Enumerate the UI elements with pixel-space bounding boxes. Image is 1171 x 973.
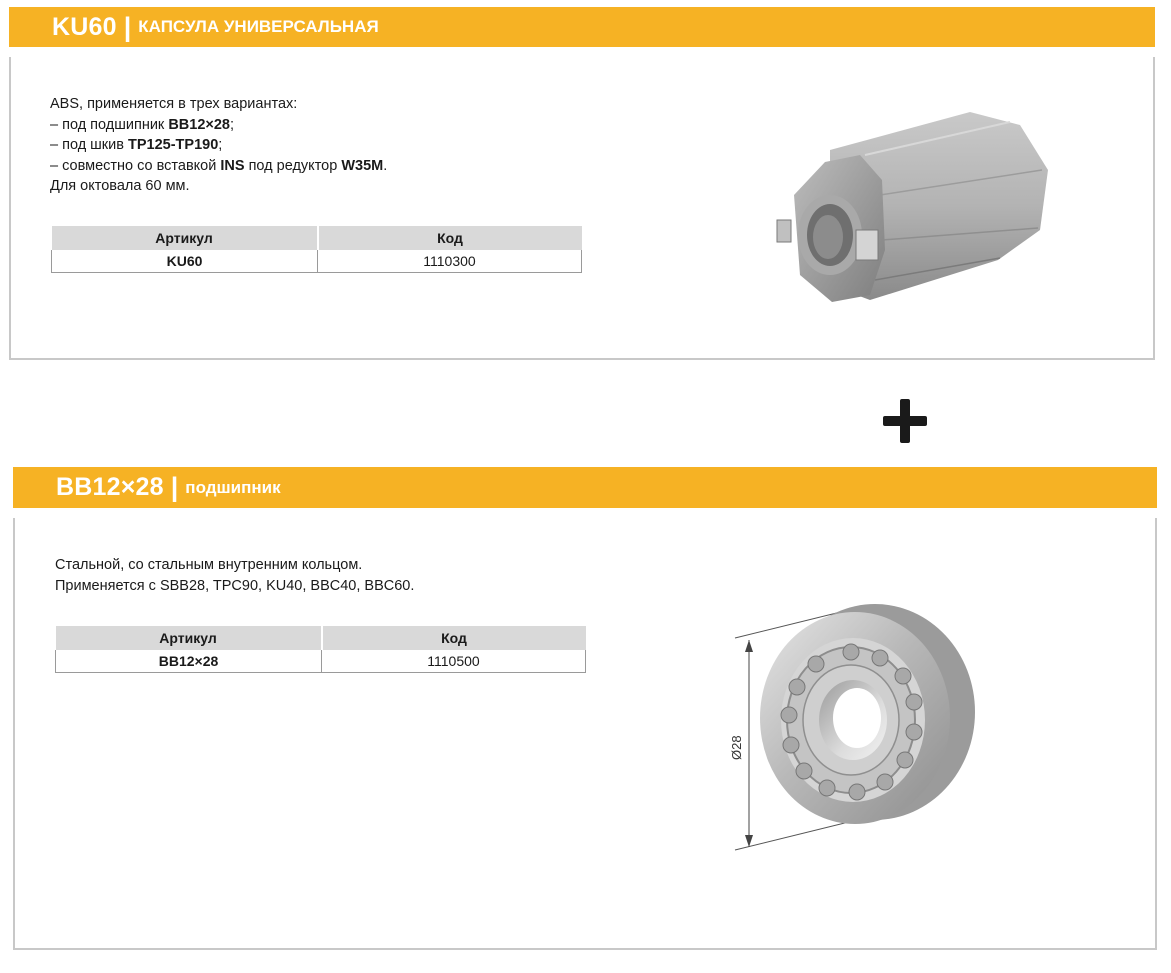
spec-table-ku60	[51, 226, 582, 273]
desc-line: ABS, применяется в трех вариантах:	[50, 96, 298, 112]
title-separator: |	[123, 11, 132, 42]
capsule-ku60-image	[770, 100, 1070, 315]
bearing-bb12x28-image	[715, 600, 985, 862]
product-subtitle: КАПСУЛА УНИВЕРСАЛЬНАЯ	[138, 17, 379, 36]
column-header-code: Код	[318, 226, 582, 250]
cell-article: BB12×28	[56, 650, 322, 673]
desc-line: – совместно со вставкой INS под редуктор W35M.	[50, 157, 388, 174]
desc-line: – под подшипник BB12×28;	[50, 116, 235, 133]
title-separator: |	[170, 472, 179, 502]
section-header-ku60	[9, 7, 1155, 47]
cell-code: 1110500	[322, 650, 586, 673]
desc-line: – под шкив TP125-TP190;	[50, 137, 223, 153]
cell-article: KU60	[52, 250, 318, 273]
product-code: BB12×28	[56, 473, 164, 501]
table-header-row	[52, 226, 582, 250]
diameter-label: Ø28	[729, 735, 744, 760]
product-code: KU60	[52, 12, 117, 41]
plus-icon	[883, 399, 927, 443]
column-header-article: Артикул	[56, 626, 322, 650]
product-description	[50, 94, 387, 197]
column-header-code: Код	[322, 626, 586, 650]
product-description	[55, 555, 414, 596]
table-row	[56, 650, 586, 673]
product-subtitle: подшипник	[185, 477, 281, 497]
desc-line: Стальной, со стальным внутренним кольцом.	[55, 557, 363, 573]
section-header-bb12x28	[13, 467, 1157, 508]
desc-line: Применяется с SBB28, TPC90, KU40, BBC40, BBC60.	[55, 577, 415, 594]
table-row	[52, 250, 582, 273]
column-header-article: Артикул	[52, 226, 318, 250]
spec-table-bb12x28	[55, 626, 586, 673]
cell-code: 1110300	[318, 250, 582, 273]
table-header-row	[56, 626, 586, 650]
desc-line: Для октовала 60 мм.	[50, 178, 190, 194]
